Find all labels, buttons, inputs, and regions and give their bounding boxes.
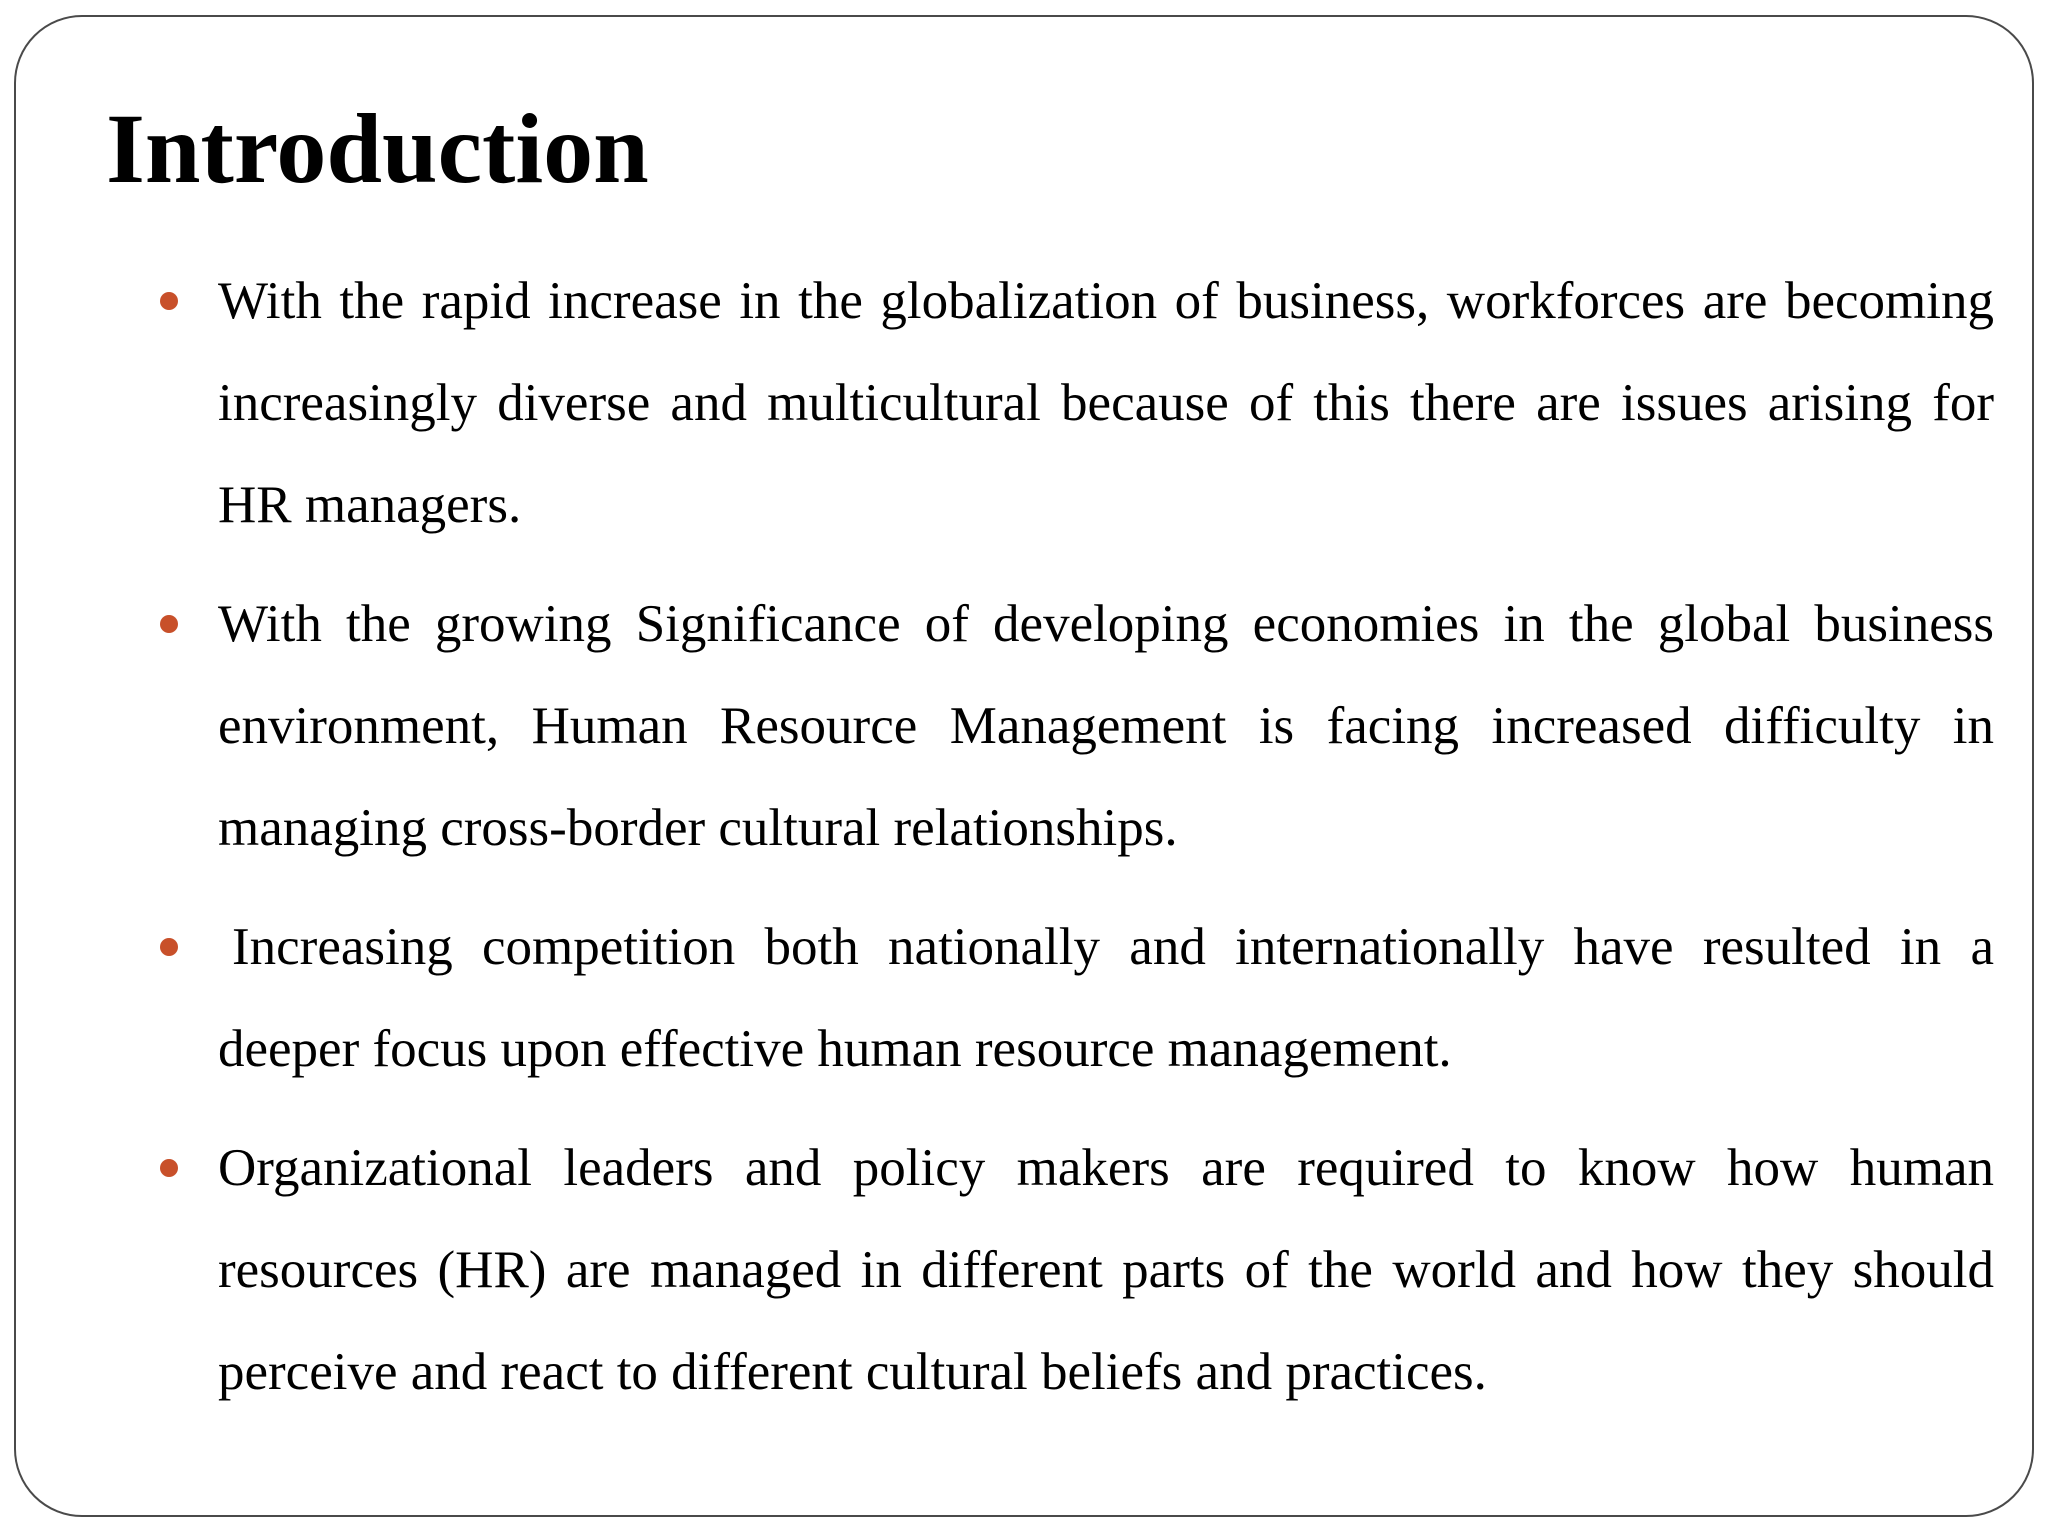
bullet-dot-icon <box>160 938 178 956</box>
bullet-dot-icon <box>160 1159 178 1177</box>
bullet-list <box>218 250 1994 1440</box>
bullet-dot-icon <box>160 615 178 633</box>
slide-title: Introduction <box>106 93 649 204</box>
bullet-dot-icon <box>160 292 178 310</box>
bullet-item <box>218 896 1994 1100</box>
bullet-text: Increasing competition both nationally and internationally have resulted in a deeper focus upon effective human resource management. <box>218 918 1994 1078</box>
bullet-text: With the rapid increase in the globalization of business, workforces are becoming increasingly diverse and multicultural because of this there are issues arising for HR managers. <box>218 272 1994 534</box>
bullet-item <box>218 1117 1994 1423</box>
slide-frame <box>14 15 2034 1517</box>
bullet-item <box>218 250 1994 556</box>
bullet-item <box>218 573 1994 879</box>
bullet-text: With the growing Significance of developing economies in the global business environment, Human Resource Management is facing increased difficulty in managing cross-border cultural relationships. <box>218 595 1994 857</box>
bullet-text: Organizational leaders and policy makers are required to know how human resources (HR) are managed in different parts of the world and how they should perceive and react to different cultural beliefs and practices. <box>218 1139 1994 1401</box>
